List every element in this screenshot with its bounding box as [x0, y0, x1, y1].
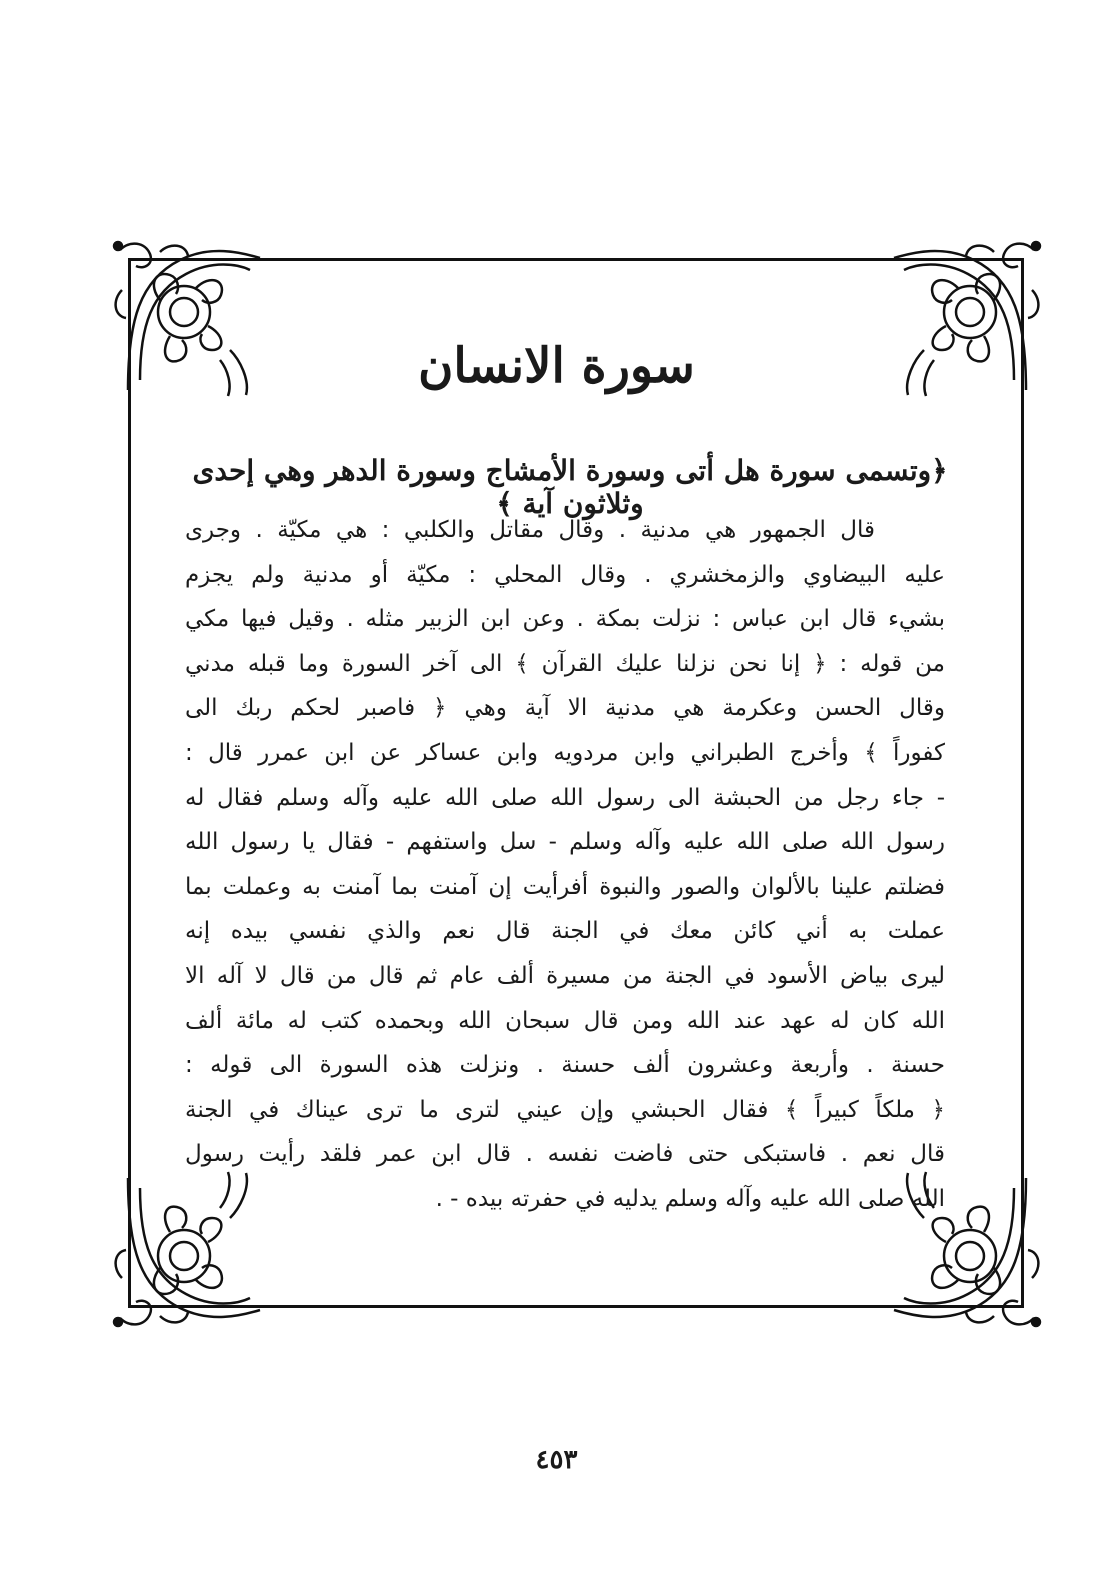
body-line: كفوراً ﴾ وأخرج الطبراني وابن مردويه وابن عساكر عن ابن عمرر قال : [185, 739, 945, 766]
body-line: قال نعم . فاستبكى حتى فاضت نفسه . قال ابن عمر فلقد رأيت رسول [185, 1141, 945, 1168]
body-line: ليرى بياض الأسود في الجنة من مسيرة ألف عام ثم قال من قال لا آله الا [185, 962, 945, 989]
body-line: بشيء قال ابن عباس : نزلت بمكة . وعن ابن الزبير مثله . وقيل فيها مكي [185, 606, 945, 633]
body-line: من قوله : ﴿ إنا نحن نزلنا عليك القرآن ﴾ الى آخر السورة وما قبله مدني [185, 650, 945, 677]
body-line: وقال الحسن وعكرمة هي مدنية الا آية وهي ﴿ فاصبر لحكم ربك الى [185, 695, 945, 722]
page-number: ٤٥٣ [535, 1445, 578, 1475]
body-line: عليه البيضاوي والزمخشري . وقال المحلي : مكيّة أو مدنية ولم يجزم [185, 561, 945, 588]
body-line: رسول الله صلى الله عليه وآله وسلم - سل واستفهم - فقال يا رسول الله [185, 829, 945, 856]
body-line: قال الجمهور هي مدنية . وقال مقاتل والكلبي : هي مكيّة . وجرى [185, 517, 875, 543]
body-line: حسنة . وأربعة وعشرون ألف حسنة . ونزلت هذه السورة الى قوله : [185, 1052, 945, 1079]
surah-title: سورة الانسان [418, 338, 695, 394]
body-line: الله صلى الله عليه وآله وسلم يدليه في حفرته بيده - . [435, 1185, 945, 1212]
body-line: فضلتم علينا بالألوان والصور والنبوة أفرأيت إن آمنت بما آمنت به وعملت بما [185, 873, 945, 900]
body-line: ﴿ ملكاً كبيراً ﴾ فقال الحبشي وإن عيني لترى ما ترى عيناك في الجنة [185, 1096, 945, 1123]
body-line: عملت به أني كائن معك في الجنة قال نعم والذي نفسي بيده إنه [185, 918, 945, 945]
surah-subtitle: ﴿وتسمى سورة هل أتى وسورة الأمشاج وسورة الدهر وهي إحدى وثلاثون آية ﴾ [192, 454, 948, 520]
body-line: - جاء رجل من الحبشة الى رسول الله صلى الله عليه وآله وسلم فقال له [185, 784, 945, 811]
body-text [185, 508, 945, 1222]
body-line: الله كان له عهد عند الله ومن قال سبحان الله وبحمده كتب له مائة ألف [185, 1007, 945, 1034]
